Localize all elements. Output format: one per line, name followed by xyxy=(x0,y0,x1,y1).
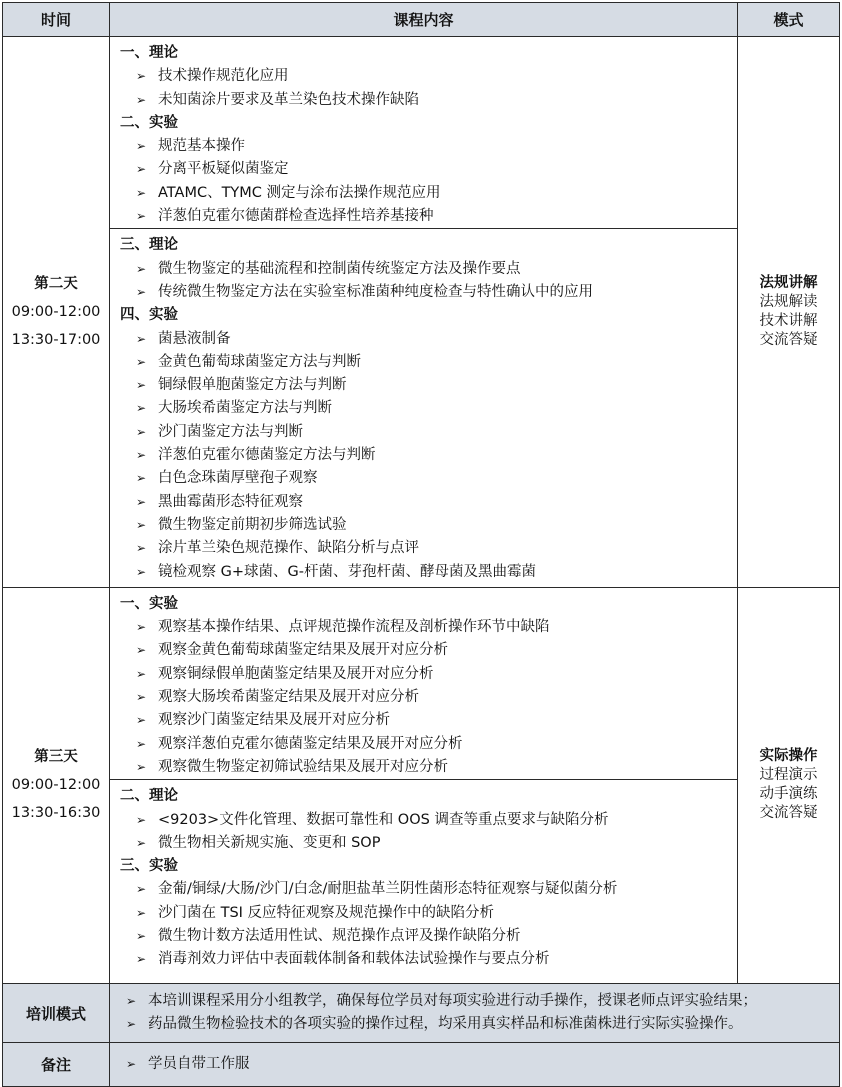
day2-mode-title: 法规讲解 xyxy=(759,274,818,291)
day2-label: 第二天 xyxy=(34,275,78,292)
arrow-bullet-icon: ➢ xyxy=(136,882,147,897)
list-item xyxy=(120,467,737,490)
list-item-text: 大肠埃希菌鉴定方法与判断 xyxy=(158,400,332,417)
list-item-text: 分离平板疑似菌鉴定 xyxy=(158,161,289,178)
list-item-text: 药品微生物检验技术的各项实验的操作过程，均采用真实样品和标准菌株进行实际实验操作。 xyxy=(148,1016,743,1033)
list-item xyxy=(120,205,737,228)
day3-row xyxy=(3,587,840,983)
arrow-bullet-icon: ➢ xyxy=(136,736,147,751)
day3-mode-item: 动手演练 xyxy=(759,786,818,803)
day2-mode-item: 技术讲解 xyxy=(759,312,818,329)
list-item-text: 消毒剂效力评估中表面载体制备和载体法试验操作与要点分析 xyxy=(158,951,550,968)
list-item-text: 未知菌涂片要求及革兰染色技术操作缺陷 xyxy=(158,91,419,108)
day3-block-2 xyxy=(110,780,737,974)
list-item-text: 观察沙门菌鉴定结果及展开对应分析 xyxy=(158,712,390,729)
arrow-bullet-icon: ➢ xyxy=(136,448,147,463)
course-schedule-table xyxy=(2,2,840,1087)
list-item-text: 微生物相关新规实施、变更和 SOP xyxy=(158,834,381,851)
list-item-text: 白色念珠菌厚壁孢子观察 xyxy=(158,470,318,487)
list-item-text: 洋葱伯克霍尔德菌群检查选择性培养基接种 xyxy=(158,208,434,225)
arrow-bullet-icon: ➢ xyxy=(136,564,147,579)
list-item-text: ATAMC、TYMC 测定与涂布法操作规范应用 xyxy=(158,184,441,201)
list-item xyxy=(120,281,737,304)
list-item xyxy=(120,809,737,832)
list-item xyxy=(120,639,737,662)
list-item xyxy=(120,902,737,925)
list-item-text: 微生物鉴定的基础流程和控制菌传统鉴定方法及操作要点 xyxy=(158,260,521,277)
day2-content-cell xyxy=(110,37,738,588)
list-item-text: 金葡/铜绿/大肠/沙门/白念/耐胆盐革兰阴性菌形态特征观察与疑似菌分析 xyxy=(158,881,618,898)
training-mode-content xyxy=(110,983,840,1043)
remarks-row xyxy=(3,1043,840,1087)
list-item xyxy=(120,351,737,374)
list-item-text: 菌悬液制备 xyxy=(158,330,231,347)
arrow-bullet-icon: ➢ xyxy=(136,92,147,107)
day3-time-morning: 09:00-12:00 xyxy=(11,777,101,794)
list-item-text: 金黄色葡萄球菌鉴定方法与判断 xyxy=(158,353,361,370)
list-item xyxy=(120,258,737,281)
list-item-text: 洋葱伯克霍尔德菌鉴定方法与判断 xyxy=(158,447,376,464)
list-item xyxy=(120,421,737,444)
arrow-bullet-icon: ➢ xyxy=(136,835,147,850)
arrow-bullet-icon: ➢ xyxy=(136,517,147,532)
day2-time-morning: 09:00-12:00 xyxy=(11,303,101,320)
list-item xyxy=(120,561,737,584)
list-item xyxy=(120,89,737,112)
section-title: 四、实验 xyxy=(120,307,178,324)
training-mode-row xyxy=(3,983,840,1043)
list-item xyxy=(120,925,737,948)
section-title: 三、理论 xyxy=(120,237,178,254)
arrow-bullet-icon: ➢ xyxy=(136,643,147,658)
list-item xyxy=(120,616,737,639)
arrow-bullet-icon: ➢ xyxy=(136,471,147,486)
arrow-bullet-icon: ➢ xyxy=(136,928,147,943)
day2-mode-cell xyxy=(738,37,840,588)
day3-time-afternoon: 13:30-16:30 xyxy=(11,805,101,822)
list-item xyxy=(120,756,737,779)
list-item xyxy=(120,663,737,686)
list-item xyxy=(120,491,737,514)
list-item-text: 黑曲霉菌形态特征观察 xyxy=(158,493,303,510)
day3-label: 第三天 xyxy=(34,749,78,766)
arrow-bullet-icon: ➢ xyxy=(136,812,147,827)
arrow-bullet-icon: ➢ xyxy=(136,354,147,369)
arrow-bullet-icon: ➢ xyxy=(136,759,147,774)
list-item-text: 铜绿假单胞菌鉴定方法与判断 xyxy=(158,377,347,394)
arrow-bullet-icon: ➢ xyxy=(136,620,147,635)
list-item xyxy=(120,328,737,351)
list-item-text: 微生物计数方法适用性试、规范操作点评及操作缺陷分析 xyxy=(158,927,521,944)
day3-mode-title: 实际操作 xyxy=(759,748,818,765)
list-item xyxy=(120,1053,839,1076)
list-item-text: 沙门菌在 TSI 反应特征观察及规范操作中的缺陷分析 xyxy=(158,904,495,921)
list-item xyxy=(120,948,737,971)
header-content: 课程内容 xyxy=(110,3,738,37)
arrow-bullet-icon: ➢ xyxy=(136,69,147,84)
list-item xyxy=(120,158,737,181)
header-mode: 模式 xyxy=(738,3,840,37)
remarks-content xyxy=(110,1043,840,1087)
list-item xyxy=(120,537,737,560)
list-item-text: 观察微生物鉴定初筛试验结果及展开对应分析 xyxy=(158,758,448,775)
arrow-bullet-icon: ➢ xyxy=(136,952,147,967)
list-item xyxy=(120,990,839,1013)
arrow-bullet-icon: ➢ xyxy=(136,905,147,920)
arrow-bullet-icon: ➢ xyxy=(136,666,147,681)
section-title: 二、实验 xyxy=(120,114,178,131)
arrow-bullet-icon: ➢ xyxy=(136,185,147,200)
arrow-bullet-icon: ➢ xyxy=(136,209,147,224)
list-item-text: 观察铜绿假单胞菌鉴定结果及展开对应分析 xyxy=(158,665,434,682)
list-item xyxy=(120,733,737,756)
arrow-bullet-icon: ➢ xyxy=(136,378,147,393)
list-item-text: 观察基本操作结果、点评规范操作流程及剖析操作环节中缺陷 xyxy=(158,619,550,636)
arrow-bullet-icon: ➢ xyxy=(136,284,147,299)
section-title: 二、理论 xyxy=(120,788,178,805)
list-item xyxy=(120,374,737,397)
day3-mode-item: 过程演示 xyxy=(759,767,818,784)
header-row xyxy=(3,3,840,37)
list-item xyxy=(120,397,737,420)
list-item xyxy=(120,182,737,205)
day3-block-1 xyxy=(110,588,737,779)
day3-mode-cell xyxy=(738,587,840,983)
section-title: 一、实验 xyxy=(120,595,178,612)
list-item xyxy=(120,514,737,537)
list-item xyxy=(120,686,737,709)
list-item-text: 微生物鉴定前期初步筛选试验 xyxy=(158,516,347,533)
day2-mode-item: 交流答疑 xyxy=(759,331,818,348)
list-item-text: 技术操作规范化应用 xyxy=(158,68,289,85)
day2-block-1 xyxy=(110,37,737,228)
arrow-bullet-icon: ➢ xyxy=(136,690,147,705)
arrow-bullet-icon: ➢ xyxy=(136,713,147,728)
list-item-text: 规范基本操作 xyxy=(158,138,245,155)
list-item xyxy=(120,1013,839,1036)
list-item xyxy=(120,709,737,732)
day2-time-afternoon: 13:30-17:00 xyxy=(11,331,101,348)
arrow-bullet-icon: ➢ xyxy=(126,993,137,1008)
arrow-bullet-icon: ➢ xyxy=(126,1057,137,1072)
list-item-text: 观察金黄色葡萄球菌鉴定结果及展开对应分析 xyxy=(158,642,448,659)
list-item-text: 本培训课程采用分小组教学，确保每位学员对每项实验进行动手操作，授课老师点评实验结果； xyxy=(148,992,757,1009)
list-item-text: 涂片革兰染色规范操作、缺陷分析与点评 xyxy=(158,540,419,557)
list-item-text: <9203>文件化管理、数据可靠性和 OOS 调查等重点要求与缺陷分析 xyxy=(158,811,609,828)
training-mode-label: 培训模式 xyxy=(3,983,110,1043)
section-title: 一、理论 xyxy=(120,45,178,61)
list-item xyxy=(120,878,737,901)
arrow-bullet-icon: ➢ xyxy=(136,541,147,556)
day2-block-2 xyxy=(110,229,737,586)
arrow-bullet-icon: ➢ xyxy=(136,424,147,439)
arrow-bullet-icon: ➢ xyxy=(136,139,147,154)
section-title: 三、实验 xyxy=(120,858,178,875)
list-item-text: 观察大肠埃希菌鉴定结果及展开对应分析 xyxy=(158,689,419,706)
arrow-bullet-icon: ➢ xyxy=(126,1017,137,1032)
list-item-text: 观察洋葱伯克霍尔德菌鉴定结果及展开对应分析 xyxy=(158,735,463,752)
list-item xyxy=(120,65,737,88)
list-item-text: 学员自带工作服 xyxy=(148,1056,250,1073)
day3-mode-item: 交流答疑 xyxy=(759,805,818,822)
day3-time-cell xyxy=(3,587,110,983)
header-time: 时间 xyxy=(3,3,110,37)
day2-row xyxy=(3,37,840,588)
list-item-text: 沙门菌鉴定方法与判断 xyxy=(158,423,303,440)
day2-time-cell xyxy=(3,37,110,588)
arrow-bullet-icon: ➢ xyxy=(136,331,147,346)
remarks-label: 备注 xyxy=(3,1043,110,1087)
day3-content-cell xyxy=(110,587,738,983)
arrow-bullet-icon: ➢ xyxy=(136,162,147,177)
list-item xyxy=(120,444,737,467)
list-item xyxy=(120,832,737,855)
list-item-text: 镜检观察 G+球菌、G-杆菌、芽孢杆菌、酵母菌及黑曲霉菌 xyxy=(158,563,536,580)
arrow-bullet-icon: ➢ xyxy=(136,401,147,416)
list-item-text: 传统微生物鉴定方法在实验室标准菌种纯度检查与特性确认中的应用 xyxy=(158,283,593,300)
arrow-bullet-icon: ➢ xyxy=(136,494,147,509)
day2-mode-item: 法规解读 xyxy=(759,293,818,310)
arrow-bullet-icon: ➢ xyxy=(136,261,147,276)
list-item xyxy=(120,135,737,158)
